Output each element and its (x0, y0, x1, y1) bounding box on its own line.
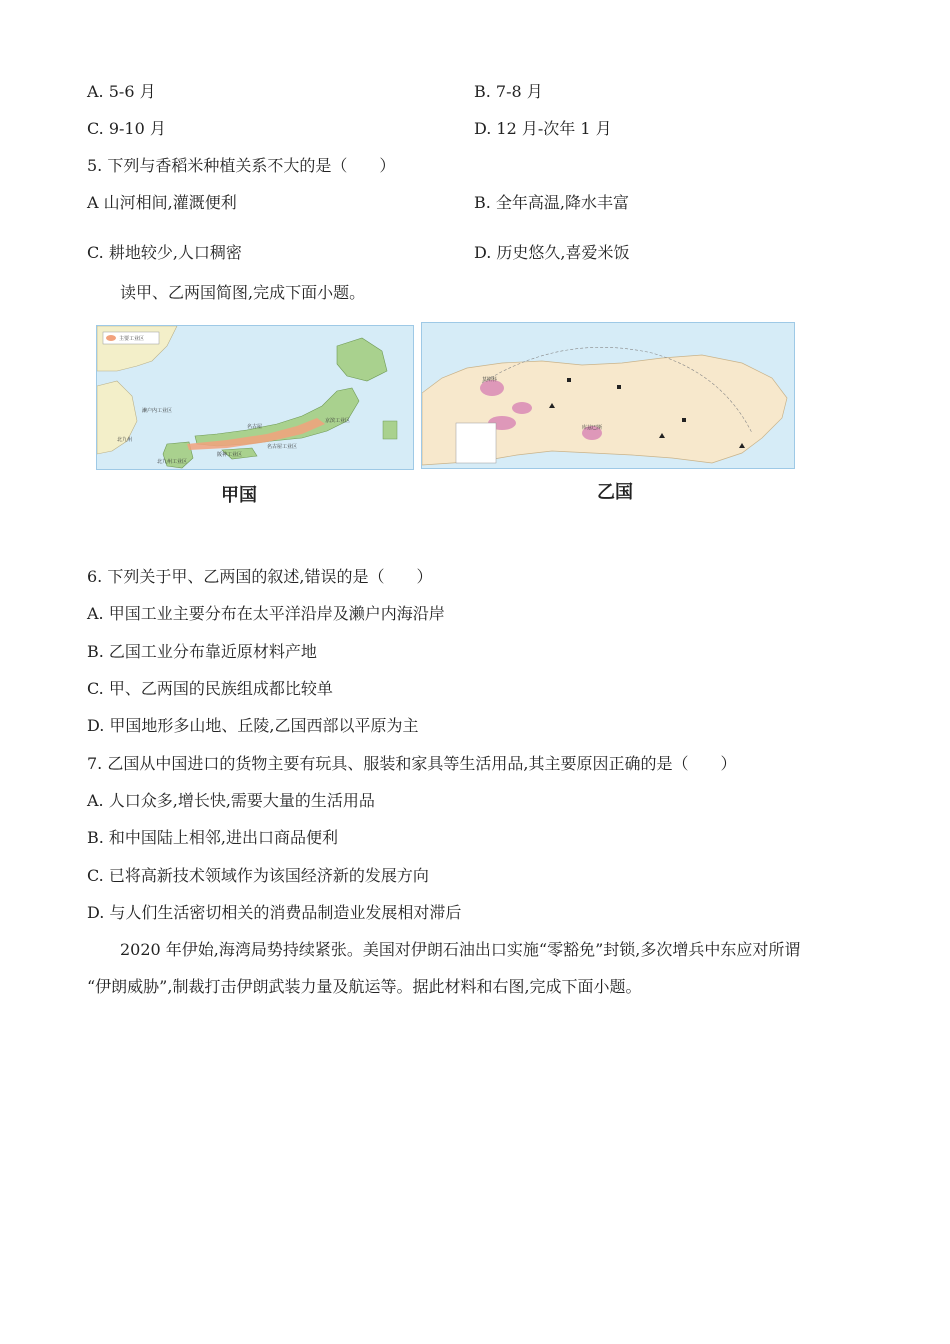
q5-option-b: B. 全年高温,降水丰富 (474, 193, 630, 212)
map-jia-label-1: 濑户内工业区 (142, 408, 173, 414)
map-jia-label-6: 北九州工业区 (157, 459, 188, 465)
q5-stem: 5. 下列与香稻米种植关系不大的是（ ） (87, 156, 396, 175)
map-jia-label-4: 阪神工业区 (217, 452, 243, 458)
q4-option-a: A. 5-6 月 (87, 82, 156, 101)
map-jia-label-3: 名古屋 (247, 424, 263, 430)
q7-option-d: D. 与人们生活密切相关的消费品制造业发展相对滞后 (87, 903, 462, 922)
q6-option-d: D. 甲国地形多山地、丘陵,乙国西部以平原为主 (87, 716, 419, 735)
map-yi (421, 322, 795, 469)
q4-option-c: C. 9-10 月 (87, 119, 166, 138)
map-jia-label-7: 北九州 (117, 437, 133, 443)
q6-option-a: A. 甲国工业主要分布在太平洋沿岸及濑户内海沿岸 (87, 604, 445, 623)
map-yi-drawing (422, 323, 794, 468)
q4-option-b: B. 7-8 月 (474, 82, 543, 101)
map-yi-label-2: 库兹巴斯 (582, 425, 603, 431)
map-jia-legend: 主要工业区 (119, 336, 145, 342)
q7-option-b: B. 和中国陆上相邻,进出口商品便利 (87, 828, 339, 847)
map-yi-label-1: 莫斯科 (482, 377, 498, 383)
q5-option-c: C. 耕地较少,人口稠密 (87, 243, 242, 262)
map-jia-label-2: 京滨工业区 (325, 418, 351, 424)
q4-option-d: D. 12 月-次年 1 月 (474, 119, 612, 138)
maps-intro: 读甲、乙两国简图,完成下面小题。 (120, 283, 366, 302)
map-jia (96, 325, 414, 470)
q6-stem: 6. 下列关于甲、乙两国的叙述,错误的是（ ） (87, 567, 433, 586)
q7-option-c: C. 已将高新技术领域作为该国经济新的发展方向 (87, 866, 429, 885)
passage-line-2: “伊朗威胁”,制裁打击伊朗武装力量及航运等。据此材料和右图,完成下面小题。 (87, 977, 642, 996)
q6-option-b: B. 乙国工业分布靠近原材料产地 (87, 642, 317, 661)
passage-line-1: 2020 年伊始,海湾局势持续紧张。美国对伊朗石油出口实施“零豁免”封锁,多次增兵中东应对所谓 (120, 940, 801, 959)
map-yi-caption: 乙国 (597, 482, 633, 503)
q7-stem: 7. 乙国从中国进口的货物主要有玩具、服装和家具等生活用品,其主要原因正确的是（ ） (87, 754, 737, 773)
q6-option-c: C. 甲、乙两国的民族组成都比较单 (87, 679, 333, 698)
map-jia-label-5: 名古屋工业区 (267, 444, 298, 450)
map-jia-caption: 甲国 (221, 485, 257, 506)
q5-option-d: D. 历史悠久,喜爱米饭 (474, 243, 630, 262)
q7-option-a: A. 人口众多,增长快,需要大量的生活用品 (87, 791, 375, 810)
map-jia-drawing (97, 326, 413, 469)
q5-option-a: A 山河相间,灌溉便利 (87, 193, 237, 212)
